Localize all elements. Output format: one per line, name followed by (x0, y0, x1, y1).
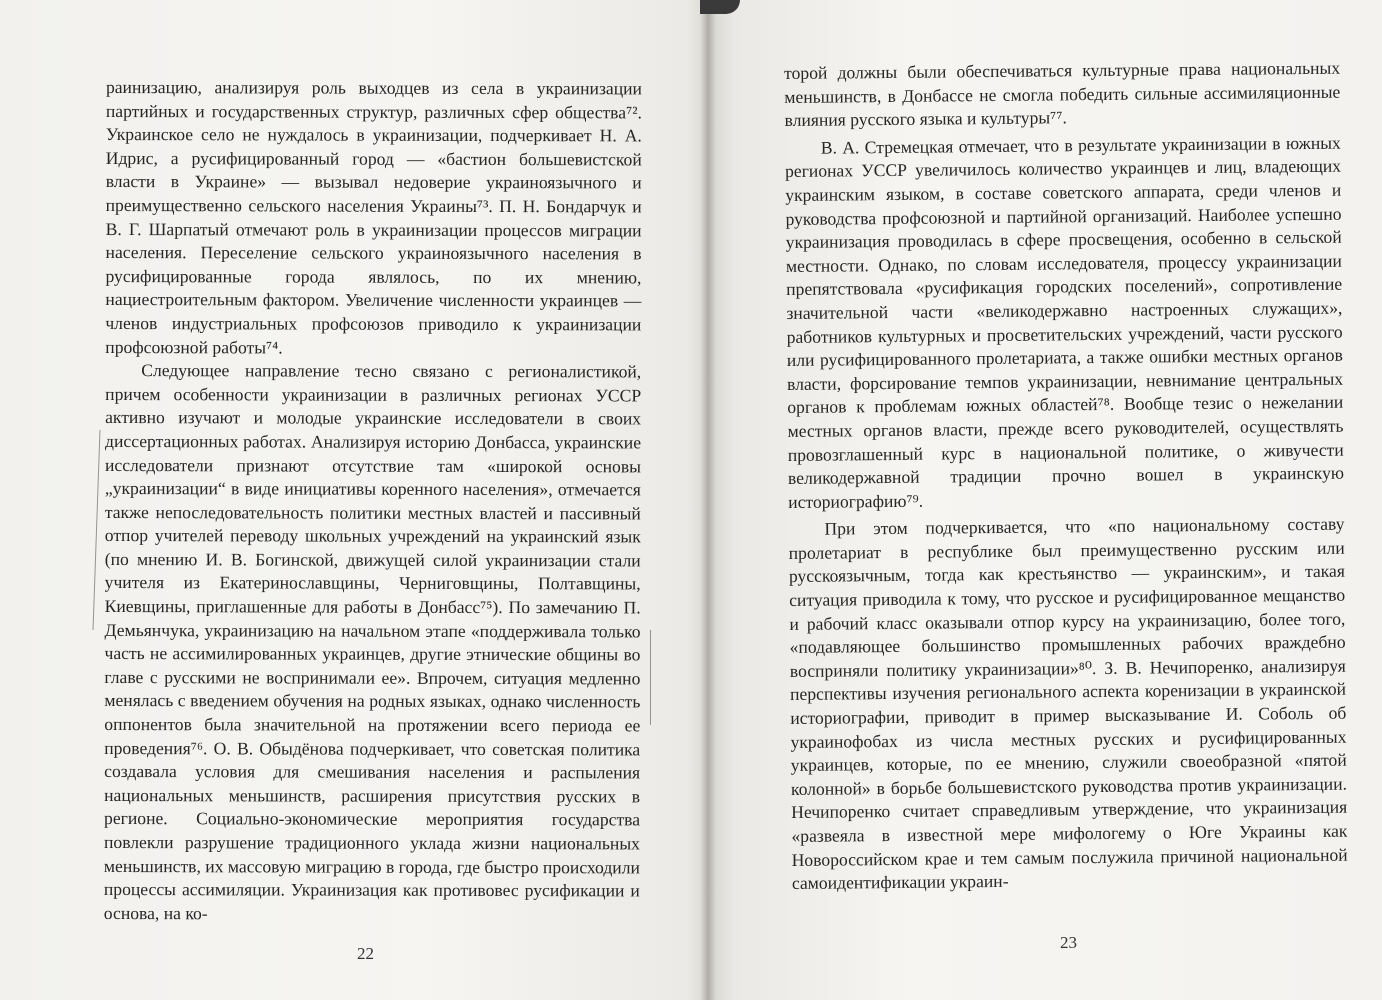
page-number-left: 22 (357, 944, 374, 963)
right-paragraph-2: В. А. Стремецкая отмечает, что в результате украинизации в южных регионах УССР увеличилось количество украинцев и лиц, владеющих украинским языком, в составе советского аппарата, среди членов и руководства профсоюзной и партийной организаций. Наиболее успешно украинизация проводилась в сфере просвещения, особенно в сельской местности. Однако, по словам исследователя, процессу украинизации препятствовала «русификация городских поселений», сопротивление значительной части «великодержавно настроенных служащих», работников культурных и просветительских учреждений, части русского или русифицированного пролетариата, а также ошибки местных органов власти, форсирование темпов украинизации, невнимание центральных органов к проблемам южных областей⁷⁸. Вообще тезис о нежелании местных органов власти, прежде всего руководителей, осуществлять провозглашенный курс в национальной политике, о живучести великодержавной традиции прочно вошел в украинскую историографию⁷⁹. (784, 132, 1345, 512)
left-paragraph-1: раинизацию, анализируя роль выходцев из села в украинизации партийных и государственных структур, различных сфер общества⁷². Украинское село не нуждалось в украинизации, подчеркивает Н. А. Идрис, а русифицированный город — «бастион большевистской власти в Украине» — вызывал недоверие украиноязычного и преимущественно сельского населения Украины⁷³. П. Н. Бондарчук и В. Г. Шарпатый отмечают роль в украинизации процессов миграции населения. Переселение сельского украиноязычного населения в русифицированные города являлось, по их мнению, нациестроительным фактором. Увеличение численности украинцев — членов индустриальных профсоюзов приводило к украинизации профсоюзной работы⁷⁴. (105, 77, 642, 357)
right-page (708, 0, 1382, 1000)
right-paragraph-3: При этом подчеркивается, что «по национальному составу пролетариат в республике был преимущественно русским или русскоязычным, тогда как крестьянство — украинским», и такая ситуация приводила к тому, что русское и русифицированное мещанство и рабочий класс оказывали отпор курсу на украинизацию, более того, «подавляющее большинство промышленных рабочих враждебно восприняли политику украинизации»⁸⁰. З. В. Нечипоренко, анализируя перспективы изучения регионального аспекта коренизации в украинской историографии, приводит в пример высказывание И. Соболь об украинофобах из числа местных русских и русифицированных украинцев, которые, по ее мнению, служили своеобразной «пятой колонной» в борьбе большевистского руководства против украинизации. Нечипоренко считает справедливым утверждение, что украинизация «развеяла в известной мере мифологему о Юге Украины как Новороссийском крае и тем самым послужила причиной национальной самоидентификации украин- (788, 513, 1348, 894)
book-gutter (700, 0, 716, 1000)
margin-pencil-mark (93, 430, 101, 630)
left-paragraph-2: Следующее направление тесно связано с регионалистикой, причем особенности украинизации в различных регионах УССР активно изучают и молодые украинские исследователи в своих диссертационных работах. Анализируя историю Донбасса, украинские исследователи признают отсутствие там «широкой основы „украинизации“ в виде инициативы коренного населения», отмечается также непоследовательность политики местных властей и пассивный отпор учителей переводу школьных учреждений на украинский язык (по мнению И. В. Богинской, движущей силой украинизации стали учителя из Екатеринославщины, Черниговщины, Полтавщины, Киевщины, приглашенные для работы в Донбасс⁷⁵). По замечанию П. Демьянчука, украинизацию на начальном этапе «поддерживала только часть не ассимилированных украинцев, другие этнические общины во главе с русскими не воспринимали ее». Впрочем, ситуация медленно менялась с введением обучения на родных языках, однако численность оппонентов была значительной на протяжении всего периода ее проведения⁷⁶. О. В. Обыдёнова подчеркивает, что советская политика создавала условия для смешивания населения и распыления национальных меньшинств, расширения присутствия русских в регионе. Социально-экономические мероприятия государства повлекли разрушение традиционного уклада жизни национальных меньшинств, их массовую миграцию в города, где быстро происходили процессы ассимиляции. Украинизация как противовес русификации и основа, на ко- (103, 360, 642, 924)
page-number-right: 23 (1060, 933, 1077, 952)
right-paragraph-1: торой должны были обеспечиваться культурные права национальных меньшинств, в Донбассе не смогла победить сильные ассимиляционные влияния русского языка и культуры⁷⁷. (784, 57, 1341, 131)
margin-pencil-mark (650, 630, 651, 725)
left-page-text (104, 76, 642, 927)
right-page-text (784, 57, 1348, 896)
